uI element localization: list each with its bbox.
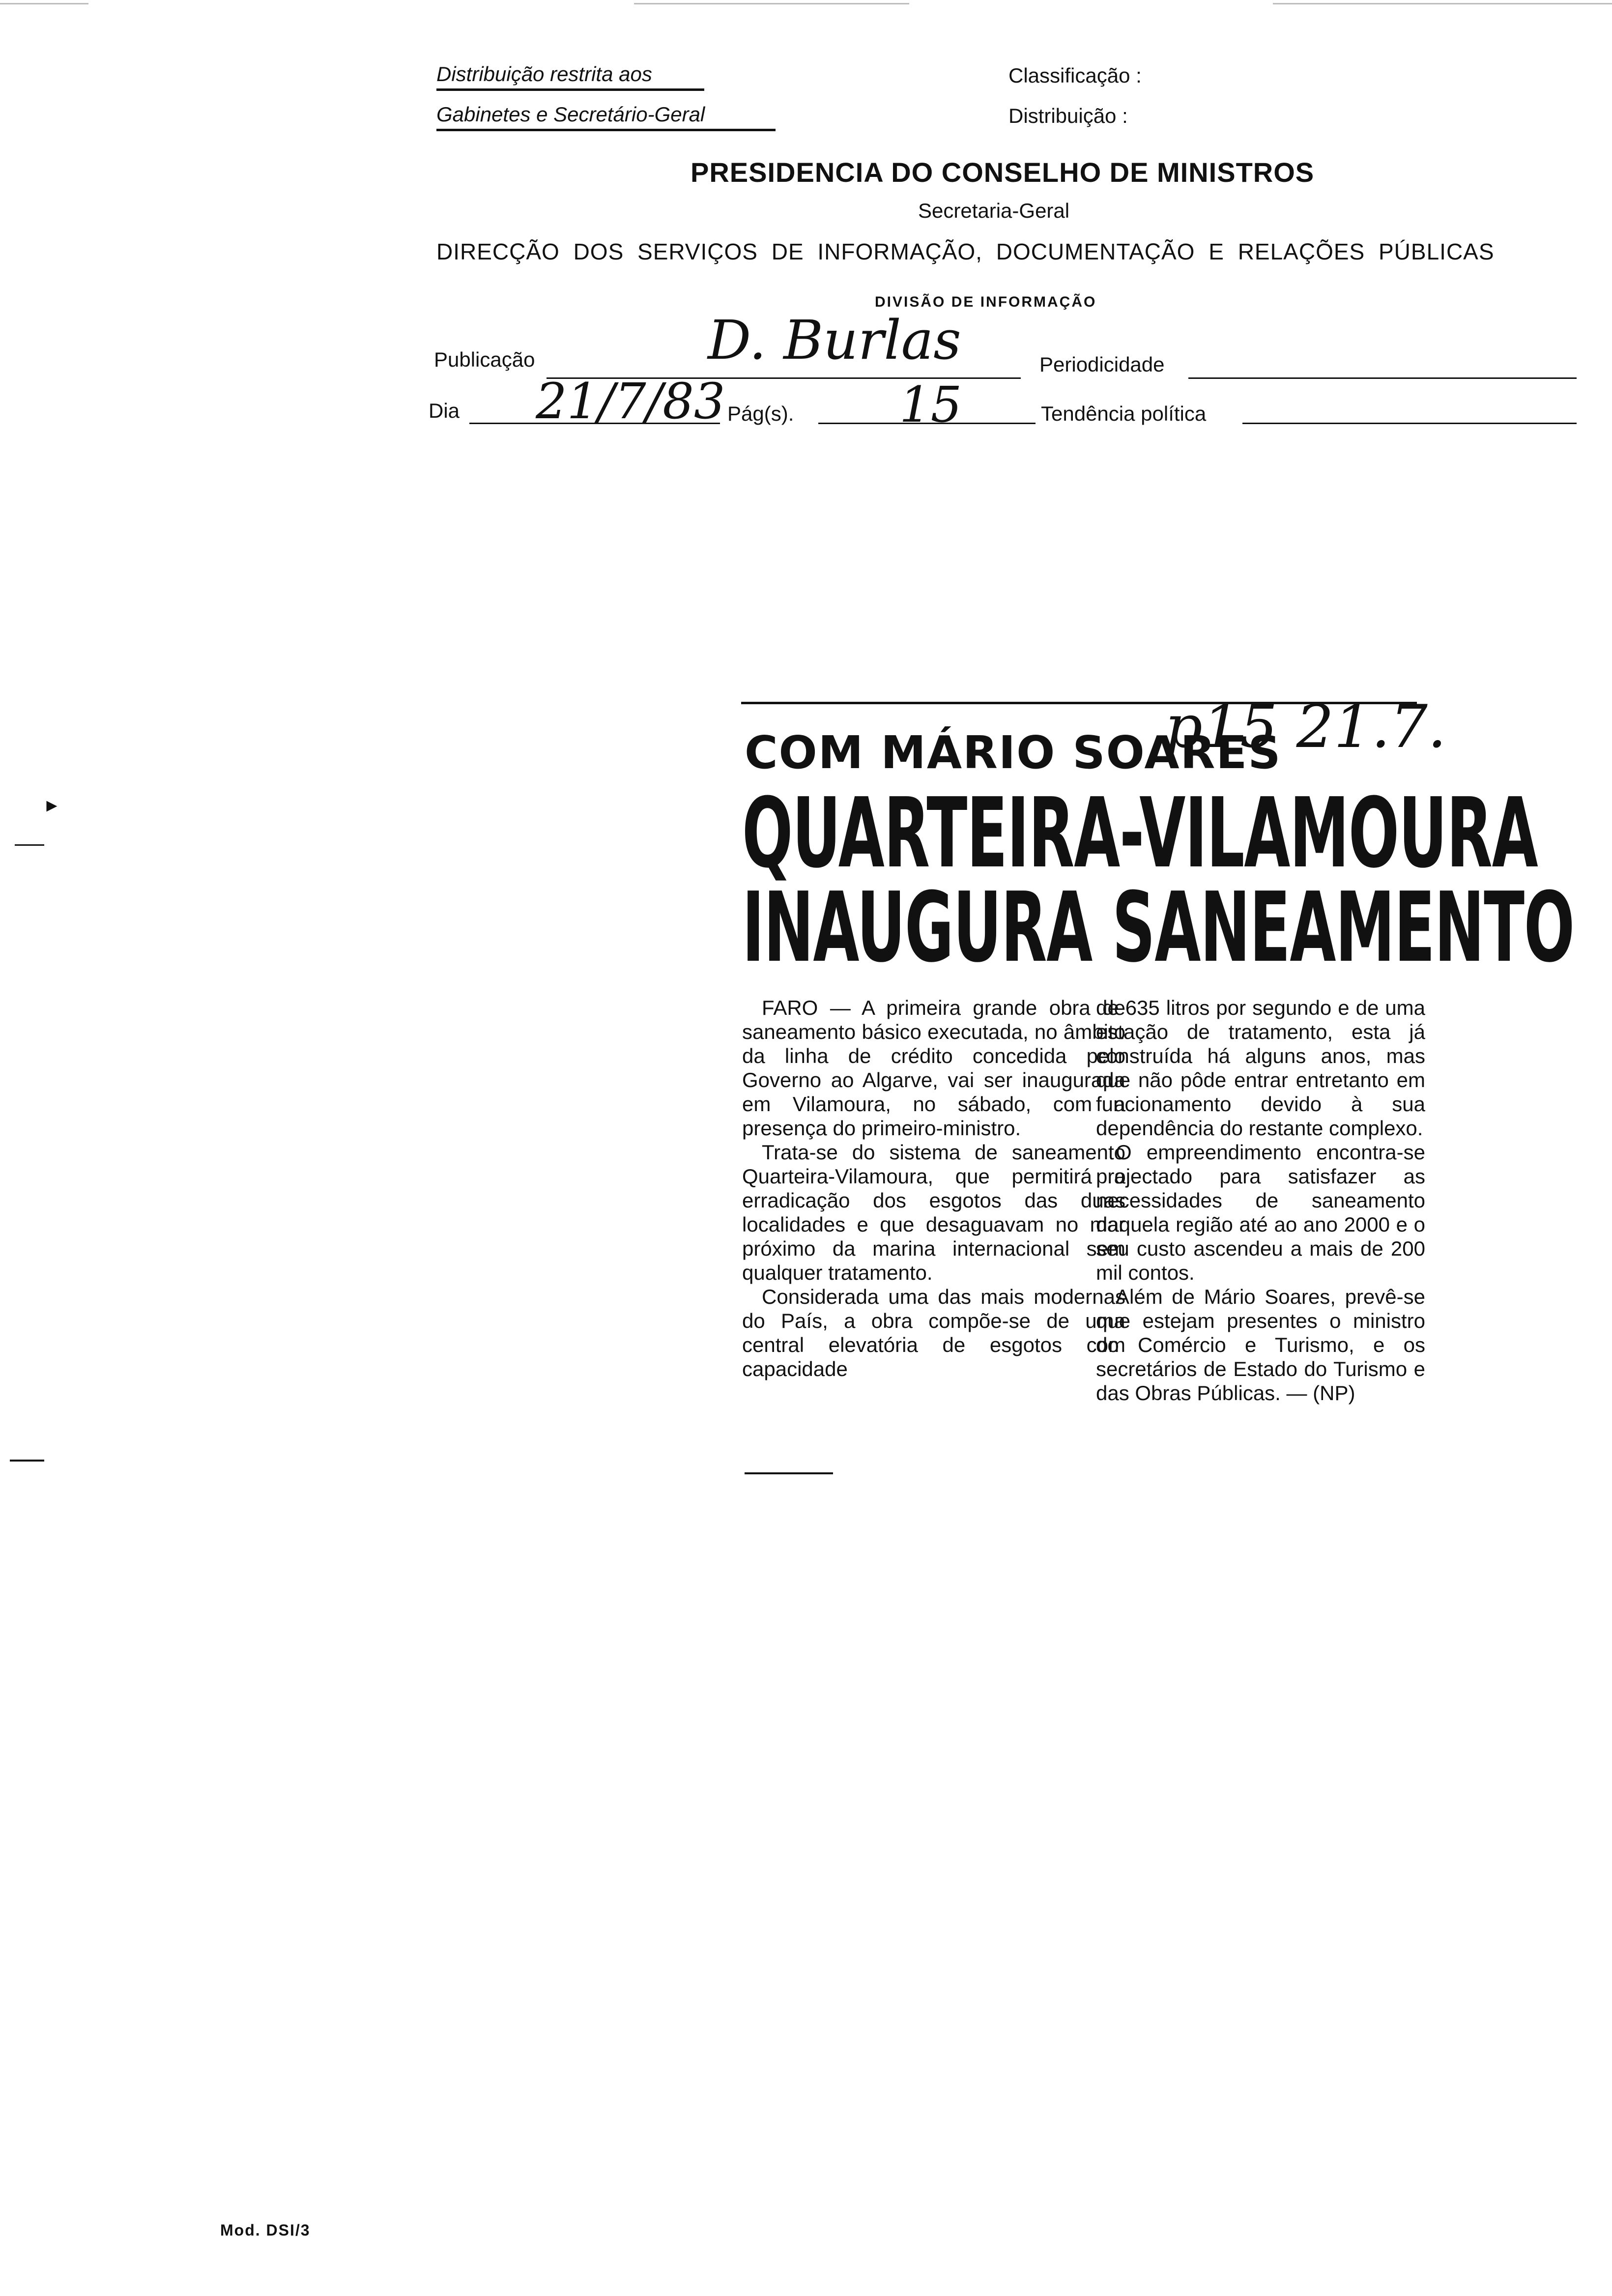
article-paragraph: de 635 litros por segundo e de uma estação de tratamento, esta já construída há alguns anos, mas que não pôde entrar entretanto em funcionamento devido à sua dependência do restante complexo. [1096,996,1425,1140]
margin-mark: ▸ [47,794,57,816]
pages-label: Pág(s). [727,402,794,425]
periodicity-line [1188,377,1577,379]
org-directorate: DIRECÇÃO DOS SERVIÇOS DE INFORMAÇÃO, DOCUMENTAÇÃO E RELAÇÕES PÚBLICAS [436,239,1495,264]
margin-mark [10,1460,44,1462]
article-paragraph: Considerada uma das mais modernas do País, a obra compõe-se de uma central elevatória de esgotos com capacidade [742,1285,1125,1380]
article-column-2 [1096,996,1425,1405]
article-column-1 [742,996,1125,1381]
day-handwritten: 21/7/83 [536,373,725,430]
underline [436,129,776,131]
underline [436,88,704,91]
form-model-number: Mod. DSI/3 [220,2221,311,2239]
article-paragraph: FARO — A primeira grande obra de saneamento básico executada, no âmbito da linha de crédito concedida pelo Governo ao Algarve, vai ser inaugurada em Vilamoura, no sábado, com a presença do primeiro-ministro. [742,996,1125,1140]
distribution-label: Distribuição : [1008,104,1128,127]
org-division: DIVISÃO DE INFORMAÇÃO [875,294,1097,310]
clipping-end-rule [745,1472,833,1474]
article-headline-line2: INAUGURA SANEAMENTO [742,872,1574,984]
restricted-distribution-line2: Gabinetes e Secretário-Geral [436,103,705,126]
periodicity-label: Periodicidade [1039,353,1165,376]
handwritten-annotation: p15 21.7. [1165,693,1446,761]
pages-handwritten: 15 [899,376,962,433]
scan-line [1273,3,1612,4]
publication-handwritten: D. Burlas [708,309,961,372]
publication-label: Publicação [434,348,535,371]
margin-mark [15,844,44,846]
org-subtitle: Secretaria-Geral [918,199,1070,222]
article-headline-line1: QUARTEIRA-VILAMOURA [742,777,1538,890]
scan-line [634,3,909,4]
org-title: PRESIDENCIA DO CONSELHO DE MINISTROS [691,157,1315,188]
article-paragraph: O empreendimento encontra-se projectado para satisfazer as necessidades de saneamento daquela região até ao ano 2000 e o seu custo ascendeu a mais de 200 mil contos. [1096,1141,1425,1284]
day-label: Dia [429,399,460,422]
restricted-distribution-line1: Distribuição restrita aos [436,62,652,86]
tendency-label: Tendência política [1041,402,1207,425]
classification-label: Classificação : [1008,64,1142,87]
scan-line [0,3,88,4]
article-paragraph: Além de Mário Soares, prevê-se que estejam presentes o ministro do Comércio e Turismo, e os secretários de Estado do Turismo e das Obras Públicas. — (NP) [1096,1285,1425,1405]
article-kicker: COM MÁRIO SOARES [745,726,1282,779]
tendency-line [1242,423,1577,424]
article-paragraph: Trata-se do sistema de saneamento Quarteira-Vilamoura, que permitirá a erradicação dos esgotos das duas localidades e que desaguavam no mar próximo da marina internacional sem qualquer tratamento. [742,1141,1125,1284]
